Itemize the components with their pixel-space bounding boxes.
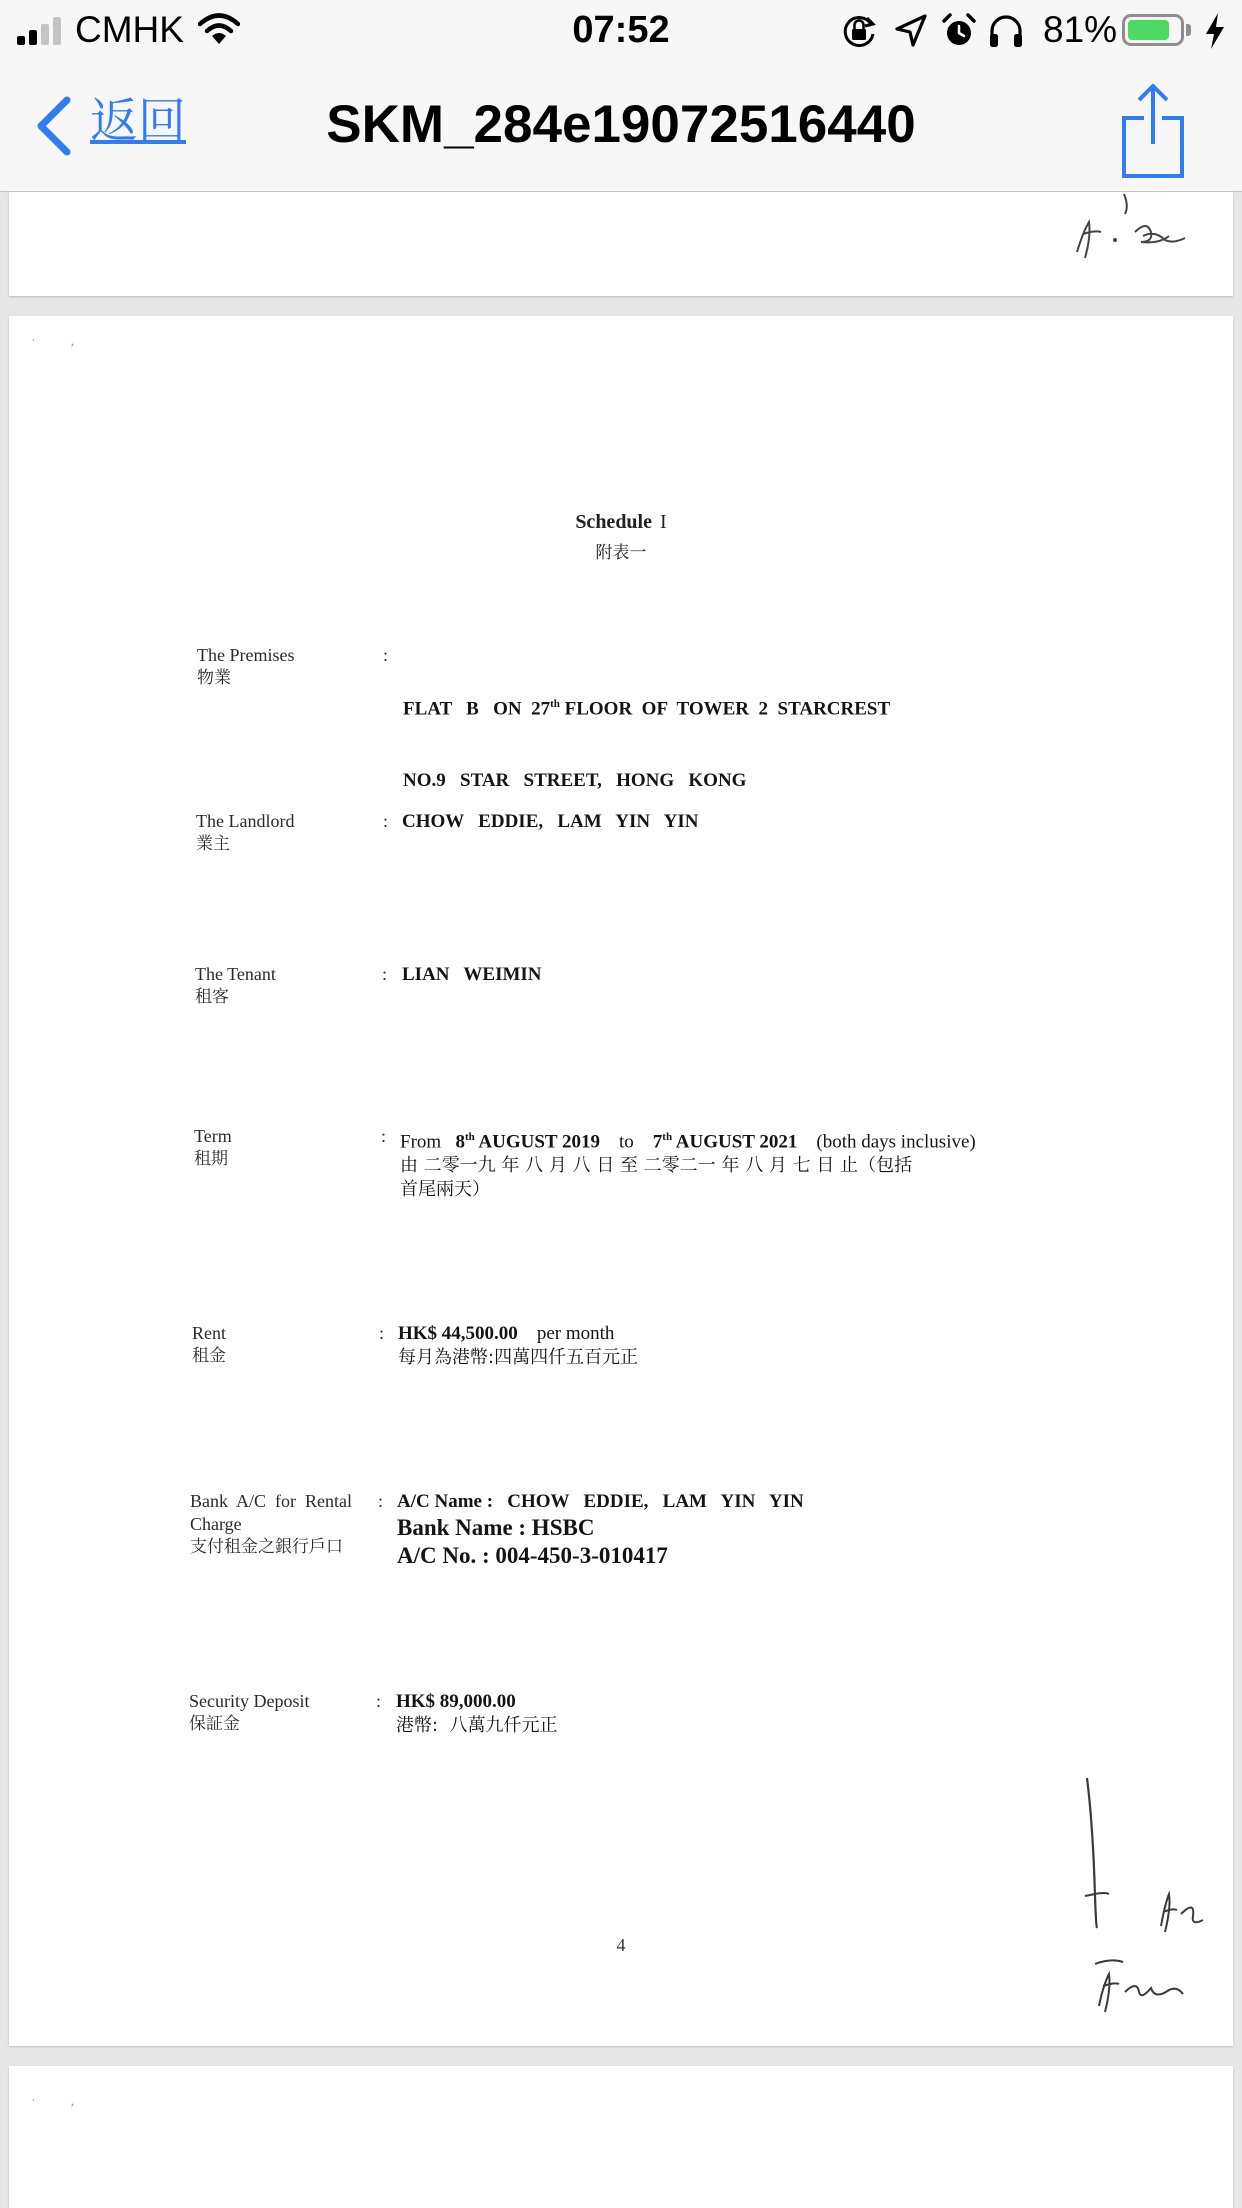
premises-line1-sup: th (550, 698, 560, 710)
share-icon[interactable] (1120, 82, 1186, 178)
term-zh-line1: 由 二零一九 年 八 月 八 日 至 二零二一 年 八 月 七 日 止（包括 (400, 1155, 913, 1177)
term-to: to (619, 1131, 634, 1153)
bank-ac-name: A/C Name : CHOW EDDIE, LAM YIN YIN (397, 1491, 804, 1512)
bank-label-en-2: Charge (190, 1514, 242, 1534)
rent-zh: 每月為港幣:四萬四仟五百元正 (398, 1347, 639, 1368)
charging-bolt-icon (1203, 12, 1227, 50)
premises-line2: NO.9 STAR STREET, HONG KONG (403, 770, 747, 792)
handwritten-initials (1069, 192, 1209, 264)
rent-label (192, 1322, 392, 1368)
term-start-day: 8 (455, 1131, 465, 1153)
alarm-icon (940, 12, 978, 50)
tenant-colon: : (382, 964, 388, 984)
bank-value (397, 1490, 804, 1570)
rent-per: per month (536, 1323, 615, 1344)
bank-label-zh: 支付租金之銀行戶口 (190, 1537, 343, 1557)
term-zh-line2: 首尾兩天） (400, 1179, 490, 1201)
bank-name: Bank Name : HSBC (397, 1515, 595, 1540)
battery-level-fill (1128, 20, 1169, 40)
premises-line1-a: FLAT B ON 27 (403, 698, 551, 720)
term-end-day: 7 (652, 1131, 663, 1153)
deposit-label (189, 1690, 389, 1736)
rent-colon: : (379, 1323, 385, 1343)
landlord-value: CHOW EDDIE, LAM YIN YIN (402, 811, 699, 832)
landlord-colon: : (383, 811, 389, 831)
term-label-zh: 租期 (194, 1149, 228, 1169)
status-time: 07:52 (572, 9, 670, 51)
battery-percentage: 81% (1043, 9, 1118, 50)
battery-icon (1122, 14, 1184, 46)
premises-line1-b: FLOOR OF TOWER 2 STARCREST (559, 698, 891, 720)
rent-label-zh: 租金 (192, 1346, 226, 1366)
premises-colon: : (383, 645, 389, 665)
tenant-value: LIAN WEIMIN (402, 964, 542, 985)
handwritten-initials (1089, 1956, 1189, 2016)
premises-label (197, 644, 397, 690)
bank-label-en-1: Bank A/C for Rental (190, 1491, 352, 1511)
term-inclusive: (both days inclusive) (816, 1131, 976, 1153)
document-page[interactable] (9, 316, 1233, 2046)
premises-label-en: The Premises (197, 645, 295, 665)
schedule-roman: I (660, 511, 667, 533)
tenant-label-zh: 租客 (195, 987, 229, 1007)
navigation-bar (0, 60, 1242, 192)
battery-tip (1186, 24, 1191, 36)
deposit-amount: HK$ 89,000.00 (396, 1691, 516, 1712)
rent-amount: HK$ 44,500.00 (398, 1323, 518, 1344)
term-label (194, 1125, 394, 1171)
deposit-colon: : (376, 1691, 382, 1711)
document-page-previous[interactable] (9, 192, 1233, 296)
bank-colon: : (378, 1491, 384, 1511)
handwritten-signature (1069, 1776, 1229, 1956)
back-label: 返回 (90, 95, 187, 148)
term-line-en (400, 1125, 1080, 1154)
landlord-label-zh: 業主 (196, 834, 230, 854)
rent-value (398, 1322, 638, 1370)
document-title: SKM_284e19072516440 (326, 95, 916, 154)
document-page-next[interactable] (9, 2066, 1233, 2208)
term-end-rest: AUGUST 2021 (672, 1131, 798, 1153)
tenant-label (195, 963, 395, 1009)
premises-label-zh: 物業 (197, 668, 231, 688)
carrier-name: CMHK (75, 9, 184, 50)
rent-label-en: Rent (192, 1323, 226, 1343)
tenant-label-en: The Tenant (195, 964, 276, 984)
term-value (400, 1125, 1080, 1202)
term-end-sup: th (662, 1131, 673, 1143)
bank-ac-no: A/C No. : 004-450-3-010417 (397, 1543, 668, 1568)
term-start-rest: AUGUST 2019 (474, 1131, 601, 1153)
scan-speck: · , (31, 334, 75, 349)
landlord-label-en: The Landlord (196, 811, 295, 831)
location-icon (892, 12, 930, 50)
deposit-label-zh: 保証金 (189, 1714, 240, 1734)
scan-speck: · , (31, 2094, 75, 2109)
schedule-subtitle: 附表一 (595, 543, 647, 563)
status-bar (0, 0, 1242, 60)
deposit-label-en: Security Deposit (189, 1691, 310, 1711)
bank-label (190, 1490, 390, 1559)
orientation-lock-icon (840, 12, 878, 50)
deposit-zh: 港幣: 八萬九仟元正 (396, 1715, 558, 1736)
term-colon: : (381, 1126, 387, 1146)
term-label-en: Term (194, 1126, 232, 1146)
deposit-value (396, 1690, 558, 1738)
landlord-label (196, 810, 396, 856)
term-start-sup: th (464, 1131, 475, 1143)
headphones-icon (987, 12, 1025, 50)
schedule-heading (9, 507, 1233, 537)
page-number: 4 (616, 1935, 626, 1955)
term-from: From (400, 1131, 442, 1153)
schedule-title: Schedule (575, 511, 652, 533)
